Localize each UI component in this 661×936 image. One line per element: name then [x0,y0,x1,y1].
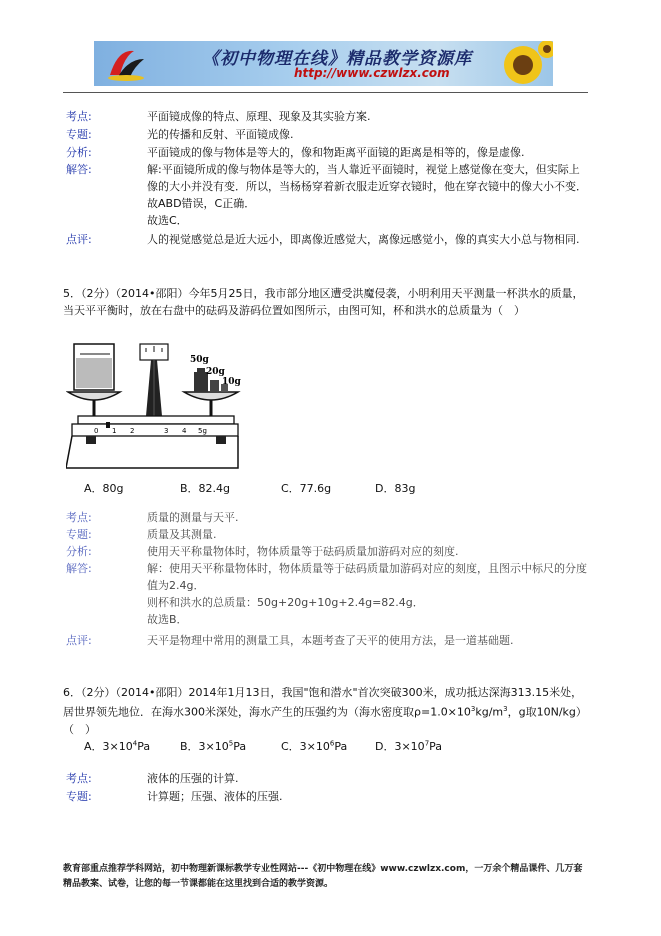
option-exp: 4 [132,739,138,748]
page-footer: 教育部重点推荐学科网站，初中物理新课标教学专业性网站---《初中物理在线》www.czwlzx.com，一万余个精品课件、几万套精品教案、试卷，让您的每一节课都能在这里找到合适的教学资源。 [63,864,583,889]
scale-tick-label: 4 [182,427,187,435]
answer-choice: 故选C． [147,214,188,227]
scale-tick-label: 2 [130,427,135,435]
row-text: 光的传播和反射、平面镜成像. [147,128,294,141]
option-c[interactable]: C．77.6g [281,482,332,495]
balance-figure [66,336,246,471]
row-label: 解答: [66,562,92,575]
row-label: 考点: [66,511,92,524]
row-text: 使用天平称量物体时，物体质量等于砝码质量加游码对应的刻度. [147,545,459,558]
row-label: 专题: [66,528,92,541]
answer-calc: 则杯和洪水的总质量：50g+20g+10g+2.4g=82.4g． [147,596,424,609]
row-text: 平面镜成的像与物体是等大的，像和物距离平面镜的距离是相等的，像是虚像. [147,146,525,159]
answer-text: 解:平面镜所成的像与物体是等大的，当人靠近平面镜时，视觉上感觉像在变大，但实际上像的大小并没有变．所以，当杨杨穿着新衣服走近穿衣镜时，他在穿衣镜中的像大小不变．故ABD错误，C正确． [147,163,587,210]
option-unit: Pa [137,740,151,753]
question-6-text-b: kg/m [475,705,504,719]
row-label: 分析: [66,146,92,159]
row-text: 计算题；压强、液体的压强. [147,790,283,803]
scale-tick-label: 3 [164,427,169,435]
row-text: 天平是物理中常用的测量工具，本题考查了天平的使用方法，是一道基础题. [147,634,514,647]
question-5: 5．（2分）（2014•邵阳）今年5月25日，我市部分地区遭受洪魔侵袭，小明利用天平测量一杯洪水的质量，当天平平衡时，放在右盘中的砝码及游码位置如图所示，由图可知，杯和洪水的总质量为（ ） [63,287,584,317]
row-text: 平面镜成像的特点、原理、现象及其实验方案. [147,110,371,123]
question-6-text-c: ，g取10N/kg）（ ） [63,705,587,736]
option-unit: Pa [334,740,348,753]
row-text: 人的视觉感觉总是近大远小，即离像近感觉大，离像远感觉小，像的真实大小总与物相同. [147,233,580,246]
row-text [147,161,587,229]
rider [106,422,110,428]
option-c[interactable] [281,738,347,754]
option-d[interactable] [375,738,442,754]
weight-20g-label: 20g [206,367,225,377]
option-base: B．3×10 [180,740,229,753]
option-unit: Pa [429,740,443,753]
row-label: 考点: [66,110,92,123]
scale-tick-label: 1 [112,427,117,435]
option-exp: 7 [424,739,430,748]
banner-url[interactable]: http://www.czwlzx.com [294,66,450,80]
weight-50g-label: 50g [190,355,209,365]
row-label: 专题: [66,790,92,803]
row-text: 质量及其测量. [147,528,217,541]
row-label: 考点: [66,772,92,785]
scale-tick-label: 5g [198,427,207,435]
row-text: 质量的测量与天平. [147,511,239,524]
option-exp: 5 [228,739,234,748]
option-a[interactable] [84,738,150,754]
question-6 [63,684,588,738]
answer-choice: 故选B． [147,613,188,626]
header-rule [63,92,588,93]
row-label: 点评: [66,233,92,246]
sunflower-icon [483,41,553,86]
row-label: 解答: [66,163,92,176]
weight-10g-label: 10g [222,377,241,387]
option-base: D．3×10 [375,740,425,753]
option-a[interactable]: A．80g [84,482,124,495]
row-text [147,560,587,628]
question-6-exp2: 3 [503,705,508,713]
option-b[interactable] [180,738,246,754]
row-label: 分析: [66,545,92,558]
banner-title: 《初中物理在线》精品教学资源库 [202,49,472,69]
row-label: 点评: [66,634,92,647]
option-base: A．3×10 [84,740,133,753]
header-banner [94,41,553,86]
question-6-text-a: 6．（2分）（2014•邵阳）2014年1月13日，我国"饱和潜水"首次突破300米，成功抵达深海313.15米处，居世界领先地位．在海水300米深处，海水产生的压强约为（海水密度取ρ=1.0×10 [63,686,583,719]
option-b[interactable]: B．82.4g [180,482,231,495]
question-6-exp: 3 [470,705,476,713]
option-unit: Pa [233,740,247,753]
option-d[interactable]: D．83g [375,482,416,495]
option-exp: 6 [329,739,335,748]
row-label: 专题: [66,128,92,141]
answer-text: 解：使用天平称量物体时，物体质量等于砝码质量加游码对应的刻度，且图示中标尺的分度值为2.4g． [147,562,587,592]
logo-icon [104,45,148,82]
scale-tick-label: 0 [94,427,99,435]
row-text: 液体的压强的计算. [147,772,239,785]
option-base: C．3×10 [281,740,330,753]
